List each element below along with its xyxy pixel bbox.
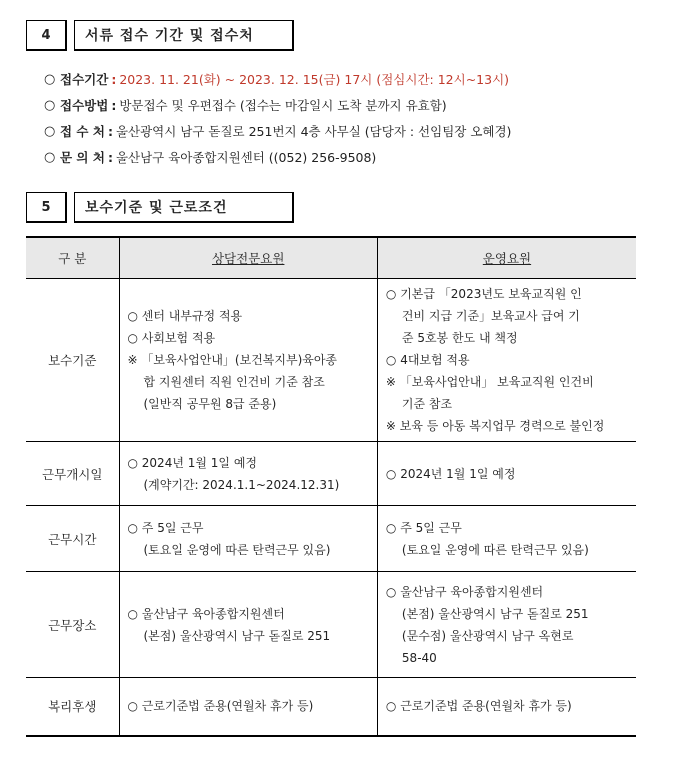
circle-bullet-icon: ○ xyxy=(44,97,56,113)
info-value: 울산남구 육아종합지원센터 ((052) 256-9508) xyxy=(115,150,377,165)
table-header-row xyxy=(26,237,636,279)
info-row-method: ○ 접수방법 : 방문접수 및 우편접수 (접수는 마감일시 도착 분까지 유효함) xyxy=(44,97,447,113)
info-value: 방문접수 및 우편접수 (접수는 마감일시 도착 분까지 유효함) xyxy=(119,98,447,113)
row-label: 보수기준 xyxy=(26,279,119,442)
table-row xyxy=(26,572,636,678)
table-row xyxy=(26,442,636,506)
cell-operations: ○ 근로기준법 준용(연월차 휴가 등) xyxy=(377,678,636,736)
cell-counselor: ○ 울산남구 육아종합지원센터 (본점) 울산광역시 남구 돋질로 251 xyxy=(119,572,377,678)
header-counselor: 상담전문요원 xyxy=(119,237,377,279)
circle-bullet-icon: ○ xyxy=(44,71,56,87)
info-row-contact: ○ 문 의 처 : 울산남구 육아종합지원센터 ((052) 256-9508) xyxy=(44,149,377,165)
table-row xyxy=(26,279,636,442)
cell-operations: ○ 울산남구 육아종합지원센터 (본점) 울산광역시 남구 돋질로 251 (문수점) 울산광역시 남구 옥현로 58-40 xyxy=(377,572,636,678)
cell-counselor: ○ 근로기준법 준용(연월차 휴가 등) xyxy=(119,678,377,736)
table-row xyxy=(26,678,636,736)
cell-counselor: ○ 센터 내부규정 적용 ○ 사회보험 적용 ※ 「보육사업안내」(보건복지부)육아종 합 지원센터 직원 인건비 기준 참조 (일반직 공무원 8급 준용) xyxy=(119,279,377,442)
row-label: 근무개시일 xyxy=(26,442,119,506)
header-operations: 운영요원 xyxy=(377,237,636,279)
section-4-number: 4 xyxy=(26,20,67,51)
cell-operations: ○ 주 5일 근무 (토요일 운영에 따른 탄력근무 있음) xyxy=(377,506,636,572)
table-row xyxy=(26,506,636,572)
section-4-title: 서류 접수 기간 및 접수처 xyxy=(74,20,294,51)
row-label: 근무장소 xyxy=(26,572,119,678)
info-row-place: ○ 접 수 처 : 울산광역시 남구 돋질로 251번지 4층 사무실 (담당자 : 선임팀장 오혜경) xyxy=(44,123,512,139)
cell-counselor: ○ 2024년 1월 1일 예정 (계약기간: 2024.1.1~2024.12.31) xyxy=(119,442,377,506)
application-info-list xyxy=(44,66,511,170)
section-5-number: 5 xyxy=(26,192,67,223)
row-label: 복리후생 xyxy=(26,678,119,736)
info-row-period: ○ 접수기간 : 2023. 11. 21(화) ~ 2023. 12. 15(금) 17시 (점심시간: 12시~13시) xyxy=(44,71,510,87)
section-5-title: 보수기준 및 근로조건 xyxy=(74,192,294,223)
conditions-table xyxy=(26,236,636,737)
header-category: 구 분 xyxy=(26,237,119,279)
info-label: 문 의 처 xyxy=(60,150,105,165)
info-label: 접수기간 xyxy=(60,72,109,87)
row-label: 근무시간 xyxy=(26,506,119,572)
section-5-header xyxy=(26,192,294,222)
info-label: 접수방법 xyxy=(60,98,109,113)
circle-bullet-icon: ○ xyxy=(44,149,56,165)
cell-operations: ○ 2024년 1월 1일 예정 xyxy=(377,442,636,506)
cell-operations: ○ 기본급 「2023년도 보육교직원 인 건비 지급 기준」보육교사 급여 기 준 5호봉 한도 내 책정 ○ 4대보험 적용 ※ 「보육사업안내」 보육교직원 인건비 기준 참조 ※ 보육 등 아동 복지업무 경력으로 불인정 xyxy=(377,279,636,442)
cell-counselor: ○ 주 5일 근무 (토요일 운영에 따른 탄력근무 있음) xyxy=(119,506,377,572)
circle-bullet-icon: ○ xyxy=(44,123,56,139)
info-value: 울산광역시 남구 돋질로 251번지 4층 사무실 (담당자 : 선임팀장 오혜경) xyxy=(115,124,512,139)
info-value: 2023. 11. 21(화) ~ 2023. 12. 15(금) 17시 (점심시간: 12시~13시) xyxy=(119,72,510,87)
section-4-header xyxy=(26,20,294,50)
info-label: 접 수 처 xyxy=(60,124,105,139)
